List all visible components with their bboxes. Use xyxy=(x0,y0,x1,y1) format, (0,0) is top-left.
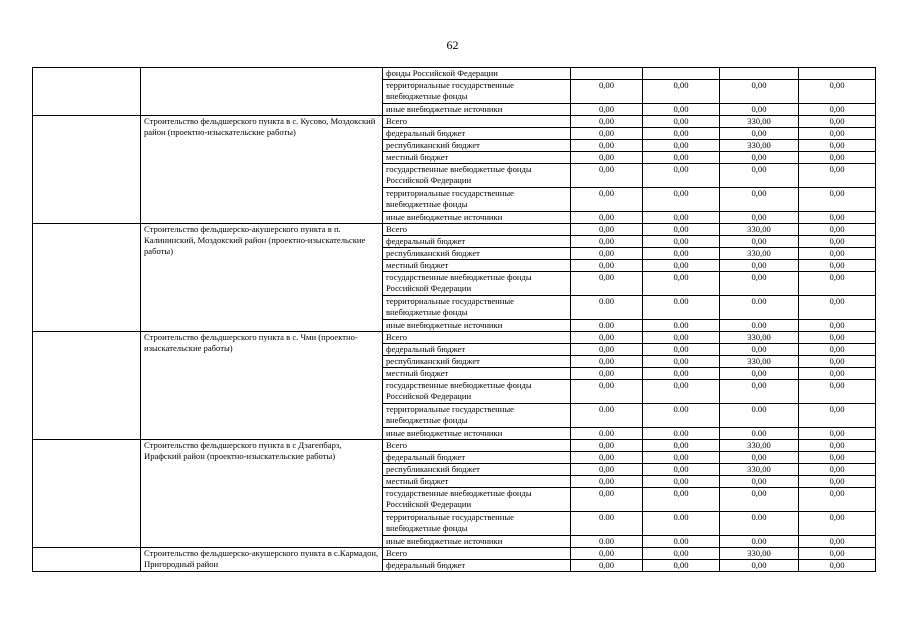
amount-cell: 0,00 xyxy=(799,452,876,464)
amount-cell: 0.00 xyxy=(643,428,720,440)
amount-cell: 0,00 xyxy=(571,452,643,464)
amount-cell: 0,00 xyxy=(799,188,876,212)
amount-cell: 0,00 xyxy=(643,548,720,560)
amount-cell: 0,00 xyxy=(643,80,720,104)
amount-cell: 0,00 xyxy=(643,104,720,116)
amount-cell xyxy=(799,68,876,80)
amount-cell: 0,00 xyxy=(720,272,799,296)
amount-cell: 0,00 xyxy=(643,356,720,368)
amount-cell: 0,00 xyxy=(799,428,876,440)
amount-cell: 0,00 xyxy=(643,152,720,164)
amount-cell: 0.00 xyxy=(571,404,643,428)
amount-cell: 0,00 xyxy=(571,368,643,380)
amount-cell: 0,00 xyxy=(643,236,720,248)
funding-source-cell: местный бюджет xyxy=(383,152,571,164)
amount-cell xyxy=(720,68,799,80)
amount-cell: 0,00 xyxy=(643,116,720,128)
funding-source-cell: местный бюджет xyxy=(383,260,571,272)
amount-cell: 330,00 xyxy=(720,140,799,152)
amount-cell: 0,00 xyxy=(643,140,720,152)
amount-cell: 0,00 xyxy=(799,80,876,104)
amount-cell: 0,00 xyxy=(799,104,876,116)
amount-cell: 0,00 xyxy=(571,272,643,296)
amount-cell: 0.00 xyxy=(720,320,799,332)
amount-cell: 0,00 xyxy=(799,212,876,224)
amount-cell: 330,00 xyxy=(720,116,799,128)
funding-source-cell: иные внебюджетные источники xyxy=(383,536,571,548)
table-row xyxy=(33,548,876,560)
funding-source-cell: Всего xyxy=(383,224,571,236)
amount-cell: 0,00 xyxy=(799,152,876,164)
amount-cell: 0,00 xyxy=(571,464,643,476)
amount-cell: 0,00 xyxy=(720,128,799,140)
amount-cell: 0,00 xyxy=(643,332,720,344)
amount-cell: 0,00 xyxy=(720,188,799,212)
amount-cell: 0,00 xyxy=(799,404,876,428)
funding-source-cell: территориальные государственные внебюджетные фонды xyxy=(383,188,571,212)
amount-cell: 0,00 xyxy=(571,188,643,212)
amount-cell: 0,00 xyxy=(571,344,643,356)
amount-cell: 0.00 xyxy=(720,428,799,440)
amount-cell: 0.00 xyxy=(720,512,799,536)
amount-cell: 0,00 xyxy=(643,128,720,140)
amount-cell: 0,00 xyxy=(643,560,720,572)
amount-cell: 0,00 xyxy=(643,368,720,380)
amount-cell: 0,00 xyxy=(799,260,876,272)
funding-source-cell: республиканский бюджет xyxy=(383,140,571,152)
amount-cell: 0,00 xyxy=(799,368,876,380)
project-name-cell: Строительство фельдшерского пункта в с Дзагепбарз, Ирафский район (проектно-изыскательские работы) xyxy=(141,440,383,548)
amount-cell: 0,00 xyxy=(571,152,643,164)
amount-cell: 0,00 xyxy=(571,356,643,368)
amount-cell: 0,00 xyxy=(799,356,876,368)
amount-cell: 0,00 xyxy=(643,440,720,452)
amount-cell: 0,00 xyxy=(571,548,643,560)
amount-cell: 0,00 xyxy=(720,560,799,572)
funding-source-cell: республиканский бюджет xyxy=(383,356,571,368)
amount-cell: 0,00 xyxy=(643,464,720,476)
blank-cell xyxy=(33,68,141,116)
funding-source-cell: республиканский бюджет xyxy=(383,248,571,260)
amount-cell: 0,00 xyxy=(720,152,799,164)
amount-cell: 0,00 xyxy=(571,212,643,224)
project-name-cell: Строительство фельдшерского пункта в с. Чми (проектно-изыскательские работы) xyxy=(141,332,383,440)
amount-cell: 0,00 xyxy=(571,236,643,248)
amount-cell: 0,00 xyxy=(571,380,643,404)
amount-cell: 0,00 xyxy=(571,224,643,236)
amount-cell: 0.00 xyxy=(571,296,643,320)
project-name-cell: Строительство фельдшерско-акушерского пункта в с.Кармадон, Пригородный район xyxy=(141,548,383,572)
amount-cell: 0.00 xyxy=(720,404,799,428)
amount-cell: 0,00 xyxy=(571,116,643,128)
amount-cell: 0,00 xyxy=(643,344,720,356)
amount-cell: 0,00 xyxy=(799,164,876,188)
table-row xyxy=(33,68,876,80)
amount-cell: 0,00 xyxy=(720,452,799,464)
amount-cell: 0.00 xyxy=(643,512,720,536)
amount-cell: 0,00 xyxy=(643,164,720,188)
funding-source-cell: местный бюджет xyxy=(383,476,571,488)
amount-cell: 0,00 xyxy=(643,212,720,224)
amount-cell: 0,00 xyxy=(799,488,876,512)
funding-source-cell: иные внебюджетные источники xyxy=(383,320,571,332)
amount-cell: 0.00 xyxy=(571,320,643,332)
amount-cell: 0,00 xyxy=(799,512,876,536)
funding-source-cell: федеральный бюджет xyxy=(383,236,571,248)
funding-source-cell: федеральный бюджет xyxy=(383,452,571,464)
amount-cell: 0,00 xyxy=(799,272,876,296)
amount-cell: 0.00 xyxy=(571,428,643,440)
amount-cell: 0,00 xyxy=(720,476,799,488)
blank-cell xyxy=(33,548,141,572)
amount-cell: 0,00 xyxy=(720,164,799,188)
amount-cell: 330,00 xyxy=(720,224,799,236)
amount-cell: 0,00 xyxy=(799,476,876,488)
budget-table xyxy=(32,67,876,572)
funding-source-cell: территориальные государственные внебюджетные фонды xyxy=(383,80,571,104)
amount-cell: 0,00 xyxy=(571,140,643,152)
amount-cell: 0,00 xyxy=(571,128,643,140)
amount-cell: 0.00 xyxy=(720,536,799,548)
amount-cell: 330,00 xyxy=(720,464,799,476)
funding-source-cell: территориальные государственные внебюджетные фонды xyxy=(383,404,571,428)
funding-source-cell: федеральный бюджет xyxy=(383,560,571,572)
amount-cell: 0,00 xyxy=(799,140,876,152)
amount-cell: 0.00 xyxy=(571,536,643,548)
amount-cell: 0,00 xyxy=(799,560,876,572)
amount-cell: 0,00 xyxy=(571,80,643,104)
amount-cell: 0,00 xyxy=(571,164,643,188)
funding-source-cell: государственные внебюджетные фонды Российской Федерации xyxy=(383,488,571,512)
amount-cell: 0,00 xyxy=(799,332,876,344)
blank-cell xyxy=(33,332,141,440)
funding-source-cell: Всего xyxy=(383,440,571,452)
funding-source-cell: иные внебюджетные источники xyxy=(383,104,571,116)
funding-source-cell: государственные внебюджетные фонды Российской Федерации xyxy=(383,164,571,188)
amount-cell: 0,00 xyxy=(571,260,643,272)
project-name-cell: Строительство фельдшерско-акушерского пункта в п. Калининский, Моздокский район (проектно-изыскательские работы) xyxy=(141,224,383,332)
blank-cell xyxy=(141,68,383,116)
table-row xyxy=(33,332,876,344)
amount-cell: 0,00 xyxy=(571,476,643,488)
funding-source-cell: федеральный бюджет xyxy=(383,344,571,356)
amount-cell: 0.00 xyxy=(571,512,643,536)
amount-cell: 0,00 xyxy=(799,296,876,320)
amount-cell: 330,00 xyxy=(720,548,799,560)
amount-cell: 0,00 xyxy=(643,188,720,212)
amount-cell: 0,00 xyxy=(643,476,720,488)
amount-cell: 330,00 xyxy=(720,440,799,452)
funding-source-cell: иные внебюджетные источники xyxy=(383,428,571,440)
amount-cell: 0,00 xyxy=(643,248,720,260)
amount-cell: 0,00 xyxy=(643,224,720,236)
table-row xyxy=(33,116,876,128)
amount-cell: 0,00 xyxy=(799,116,876,128)
amount-cell: 0,00 xyxy=(720,104,799,116)
blank-cell xyxy=(33,116,141,224)
amount-cell: 0,00 xyxy=(571,440,643,452)
amount-cell: 0,00 xyxy=(799,320,876,332)
funding-source-cell: Всего xyxy=(383,116,571,128)
amount-cell: 0,00 xyxy=(720,80,799,104)
table-row xyxy=(33,440,876,452)
funding-source-cell: государственные внебюджетные фонды Российской Федерации xyxy=(383,272,571,296)
amount-cell: 0,00 xyxy=(799,224,876,236)
amount-cell: 0,00 xyxy=(643,488,720,512)
funding-source-cell: территориальные государственные внебюджетные фонды xyxy=(383,296,571,320)
amount-cell: 0,00 xyxy=(799,236,876,248)
funding-source-cell: местный бюджет xyxy=(383,368,571,380)
amount-cell xyxy=(643,68,720,80)
amount-cell: 0,00 xyxy=(643,272,720,296)
amount-cell: 0.00 xyxy=(643,296,720,320)
amount-cell: 0,00 xyxy=(799,464,876,476)
amount-cell: 330,00 xyxy=(720,248,799,260)
funding-source-cell: государственные внебюджетные фонды Российской Федерации xyxy=(383,380,571,404)
amount-cell xyxy=(571,68,643,80)
blank-cell xyxy=(33,224,141,332)
amount-cell: 0,00 xyxy=(799,128,876,140)
funding-source-cell: Всего xyxy=(383,332,571,344)
amount-cell: 0,00 xyxy=(720,212,799,224)
amount-cell: 0,00 xyxy=(643,452,720,464)
amount-cell: 0,00 xyxy=(720,488,799,512)
project-name-cell: Строительство фельдшерского пункта в с. Кусово, Моздокский район (проектно-изыскательские работы) xyxy=(141,116,383,224)
amount-cell: 0,00 xyxy=(720,380,799,404)
amount-cell: 0,00 xyxy=(571,104,643,116)
amount-cell: 0,00 xyxy=(643,260,720,272)
funding-source-cell: Всего xyxy=(383,548,571,560)
amount-cell: 0,00 xyxy=(799,344,876,356)
amount-cell: 0.00 xyxy=(720,296,799,320)
amount-cell: 330,00 xyxy=(720,356,799,368)
funding-source-cell: фонды Российской Федерации xyxy=(383,68,571,80)
amount-cell: 0,00 xyxy=(799,380,876,404)
funding-source-cell: иные внебюджетные источники xyxy=(383,212,571,224)
amount-cell: 0,00 xyxy=(720,236,799,248)
amount-cell: 0,00 xyxy=(799,440,876,452)
budget-table-body xyxy=(33,68,876,572)
amount-cell: 0,00 xyxy=(720,260,799,272)
amount-cell: 0.00 xyxy=(643,320,720,332)
funding-source-cell: территориальные государственные внебюджетные фонды xyxy=(383,512,571,536)
amount-cell: 0,00 xyxy=(571,332,643,344)
funding-source-cell: федеральный бюджет xyxy=(383,128,571,140)
amount-cell: 0,00 xyxy=(799,536,876,548)
amount-cell: 0,00 xyxy=(720,368,799,380)
amount-cell: 0,00 xyxy=(720,344,799,356)
table-row xyxy=(33,224,876,236)
amount-cell: 0,00 xyxy=(799,248,876,260)
amount-cell: 0,00 xyxy=(571,560,643,572)
amount-cell: 0,00 xyxy=(799,548,876,560)
page-number: 62 xyxy=(446,38,459,52)
amount-cell: 330,00 xyxy=(720,332,799,344)
amount-cell: 0,00 xyxy=(643,380,720,404)
funding-source-cell: республиканский бюджет xyxy=(383,464,571,476)
amount-cell: 0.00 xyxy=(643,536,720,548)
amount-cell: 0.00 xyxy=(643,404,720,428)
amount-cell: 0,00 xyxy=(571,248,643,260)
blank-cell xyxy=(33,440,141,548)
amount-cell: 0,00 xyxy=(571,488,643,512)
